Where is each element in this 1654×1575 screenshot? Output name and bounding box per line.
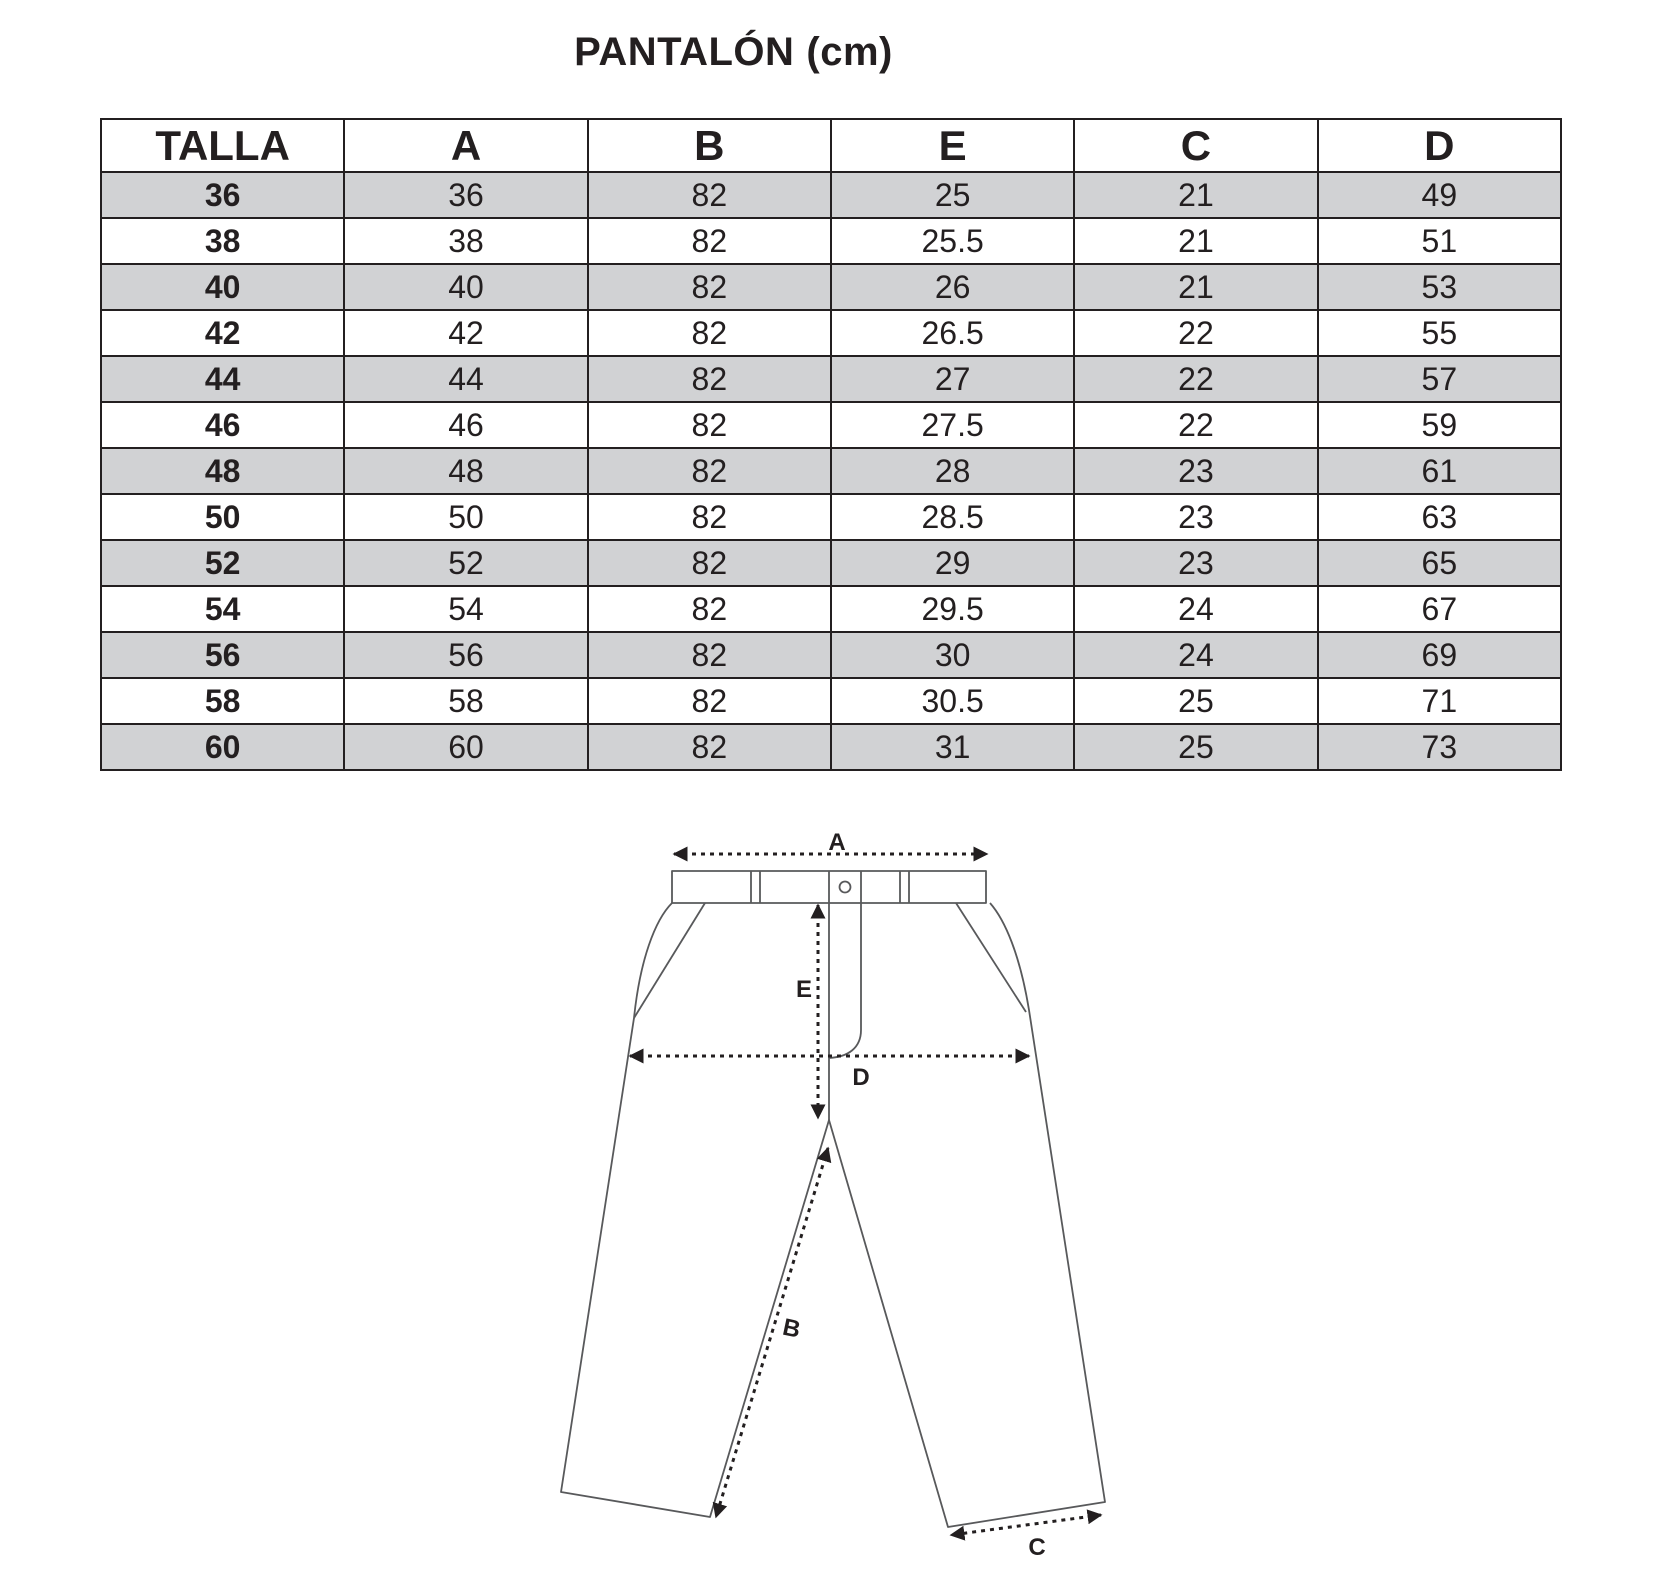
cell-a: 36: [344, 172, 587, 218]
fly-curve: [829, 903, 861, 1058]
cell-a: 38: [344, 218, 587, 264]
cell-d: 51: [1318, 218, 1561, 264]
cell-e: 26.5: [831, 310, 1074, 356]
cell-b: 82: [588, 494, 831, 540]
cell-c: 23: [1074, 448, 1317, 494]
cell-a: 42: [344, 310, 587, 356]
cell-c: 21: [1074, 264, 1317, 310]
cell-talla: 38: [101, 218, 344, 264]
cell-a: 58: [344, 678, 587, 724]
label-b: B: [780, 1313, 803, 1344]
cell-e: 25.5: [831, 218, 1074, 264]
label-c: C: [1028, 1534, 1046, 1561]
cell-a: 52: [344, 540, 587, 586]
title-text: PANTALÓN: [574, 30, 795, 74]
arrow-c: [951, 1515, 1101, 1535]
cell-e: 27: [831, 356, 1074, 402]
cell-a: 44: [344, 356, 587, 402]
cell-d: 59: [1318, 402, 1561, 448]
cell-b: 82: [588, 310, 831, 356]
cell-e: 27.5: [831, 402, 1074, 448]
cell-talla: 56: [101, 632, 344, 678]
header-a: A: [344, 119, 587, 172]
cell-a: 50: [344, 494, 587, 540]
cell-b: 82: [588, 264, 831, 310]
cell-b: 82: [588, 632, 831, 678]
cell-a: 40: [344, 264, 587, 310]
cell-e: 28.5: [831, 494, 1074, 540]
cell-c: 25: [1074, 724, 1317, 770]
header-b: B: [588, 119, 831, 172]
cell-d: 57: [1318, 356, 1561, 402]
cell-e: 30: [831, 632, 1074, 678]
cell-d: 67: [1318, 586, 1561, 632]
cell-c: 21: [1074, 172, 1317, 218]
cell-e: 26: [831, 264, 1074, 310]
cell-b: 82: [588, 172, 831, 218]
cell-c: 22: [1074, 356, 1317, 402]
cell-e: 29: [831, 540, 1074, 586]
cell-a: 60: [344, 724, 587, 770]
cell-b: 82: [588, 586, 831, 632]
cell-d: 73: [1318, 724, 1561, 770]
cell-d: 69: [1318, 632, 1561, 678]
header-talla: TALLA: [101, 119, 344, 172]
header-e: E: [831, 119, 1074, 172]
pocket-right: [956, 903, 1026, 1012]
cell-c: 22: [1074, 310, 1317, 356]
cell-d: 49: [1318, 172, 1561, 218]
cell-d: 71: [1318, 678, 1561, 724]
cell-talla: 46: [101, 402, 344, 448]
cell-a: 48: [344, 448, 587, 494]
cell-d: 61: [1318, 448, 1561, 494]
cell-talla: 58: [101, 678, 344, 724]
cell-talla: 50: [101, 494, 344, 540]
cell-c: 25: [1074, 678, 1317, 724]
cell-e: 28: [831, 448, 1074, 494]
cell-d: 55: [1318, 310, 1561, 356]
cell-c: 24: [1074, 586, 1317, 632]
cell-talla: 52: [101, 540, 344, 586]
cell-c: 23: [1074, 540, 1317, 586]
cell-b: 82: [588, 678, 831, 724]
pants-body: [561, 903, 1105, 1527]
pants-outline: [561, 871, 1105, 1527]
cell-b: 82: [588, 724, 831, 770]
header-c: C: [1074, 119, 1317, 172]
cell-b: 82: [588, 540, 831, 586]
cell-a: 54: [344, 586, 587, 632]
cell-c: 22: [1074, 402, 1317, 448]
cell-a: 56: [344, 632, 587, 678]
cell-e: 25: [831, 172, 1074, 218]
cell-talla: 42: [101, 310, 344, 356]
cell-talla: 44: [101, 356, 344, 402]
cell-c: 24: [1074, 632, 1317, 678]
cell-talla: 60: [101, 724, 344, 770]
cell-e: 31: [831, 724, 1074, 770]
measurement-arrows: [630, 854, 1101, 1535]
arrow-b: [716, 1148, 828, 1517]
cell-talla: 36: [101, 172, 344, 218]
cell-a: 46: [344, 402, 587, 448]
cell-d: 53: [1318, 264, 1561, 310]
cell-e: 30.5: [831, 678, 1074, 724]
cell-b: 82: [588, 448, 831, 494]
label-a: A: [828, 829, 846, 856]
cell-d: 65: [1318, 540, 1561, 586]
header-d: D: [1318, 119, 1561, 172]
cell-talla: 40: [101, 264, 344, 310]
cell-c: 21: [1074, 218, 1317, 264]
label-d: D: [852, 1064, 870, 1091]
cell-talla: 54: [101, 586, 344, 632]
cell-c: 23: [1074, 494, 1317, 540]
cell-b: 82: [588, 218, 831, 264]
cell-talla: 48: [101, 448, 344, 494]
label-e: E: [795, 976, 813, 1003]
cell-b: 82: [588, 402, 831, 448]
cell-b: 82: [588, 356, 831, 402]
cell-d: 63: [1318, 494, 1561, 540]
cell-e: 29.5: [831, 586, 1074, 632]
title-unit: (cm): [806, 30, 893, 74]
